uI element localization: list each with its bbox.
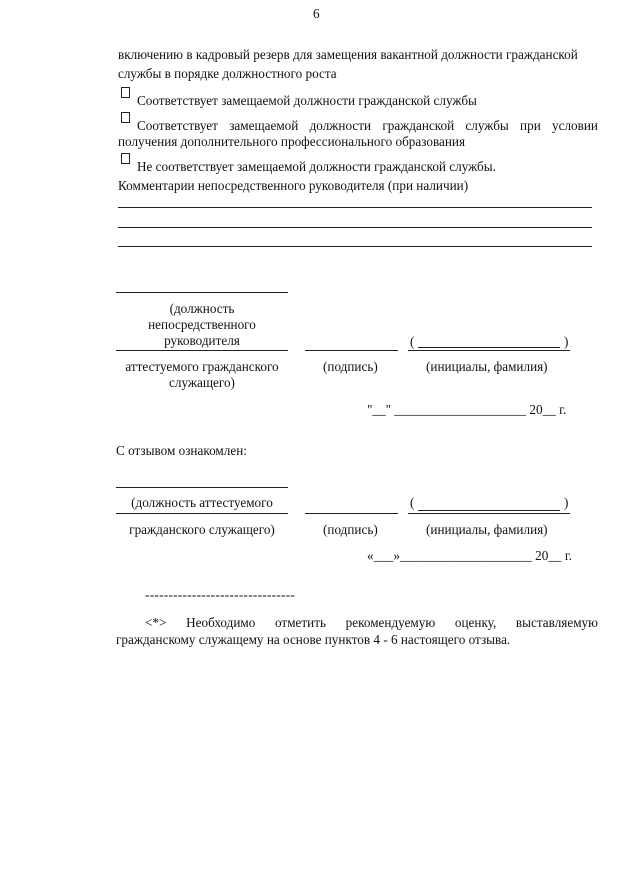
- supervisor-signature-label: (подпись): [323, 359, 378, 374]
- intro-line-2: службы в порядке должностного роста: [118, 66, 337, 81]
- supervisor-paren-open: (: [410, 334, 415, 349]
- comments-line-3[interactable]: [118, 246, 592, 247]
- employee-position-label-2: гражданского служащего): [129, 522, 275, 537]
- supervisor-name-label: (инициалы, фамилия): [426, 359, 548, 374]
- employee-name-label: (инициалы, фамилия): [426, 522, 548, 537]
- page-number: 6: [313, 6, 320, 21]
- footnote-line-2: гражданскому служащему на основе пунктов 4 - 6 настоящего отзыва.: [116, 632, 511, 647]
- employee-paren-open: (: [410, 495, 415, 510]
- supervisor-position-label-1: (должность: [169, 301, 235, 316]
- supervisor-position-label-3: руководителя: [164, 333, 240, 348]
- employee-signature-line[interactable]: [305, 513, 398, 514]
- footnote-line-1: <*> Необходимо отметить рекомендуемую оценку, выставляемую: [145, 615, 598, 630]
- supervisor-position-line-2[interactable]: [116, 350, 288, 351]
- comments-label: Комментарии непосредственного руководителя (при наличии): [118, 178, 469, 193]
- option-1-checkbox[interactable]: [121, 87, 130, 98]
- supervisor-paren-close: ): [564, 334, 569, 349]
- option-2-checkbox[interactable]: [121, 112, 130, 123]
- employee-signature-label: (подпись): [323, 522, 378, 537]
- supervisor-position-label-2: непосредственного: [148, 317, 256, 332]
- employee-position-line-2[interactable]: [116, 513, 288, 514]
- supervisor-position-line[interactable]: [116, 292, 288, 293]
- employee-name-line[interactable]: [418, 510, 560, 511]
- supervisor-position-label-4: аттестуемого гражданского: [125, 359, 279, 374]
- supervisor-position-label-5: служащего): [169, 375, 235, 390]
- comments-line-1[interactable]: [118, 207, 592, 208]
- comments-line-2[interactable]: [118, 227, 592, 228]
- option-3-checkbox[interactable]: [121, 153, 130, 164]
- footnote-separator: --------------------------------: [145, 587, 296, 602]
- employee-name-underline: [408, 513, 570, 514]
- employee-date[interactable]: «___»____________________ 20__ г.: [367, 548, 573, 563]
- option-1-label: Соответствует замещаемой должности гражданской службы: [137, 93, 477, 108]
- option-2-label-line-1: Соответствует замещаемой должности гражданской службы при условии: [137, 118, 598, 133]
- employee-position-label-1: (должность аттестуемого: [131, 495, 273, 510]
- option-2-label-line-2: получения дополнительного профессионального образования: [118, 134, 466, 149]
- acknowledged-label: С отзывом ознакомлен:: [116, 443, 247, 458]
- employee-paren-close: ): [564, 495, 569, 510]
- intro-line-1: включению в кадровый резерв для замещения вакантной должности гражданской: [118, 47, 578, 62]
- supervisor-signature-line[interactable]: [305, 350, 398, 351]
- employee-position-line[interactable]: [116, 487, 288, 488]
- option-3-label: Не соответствует замещаемой должности гражданской службы.: [137, 159, 496, 174]
- supervisor-date[interactable]: "__" ____________________ 20__ г.: [367, 402, 567, 417]
- supervisor-name-underline: [408, 350, 570, 351]
- supervisor-name-line[interactable]: [418, 347, 560, 348]
